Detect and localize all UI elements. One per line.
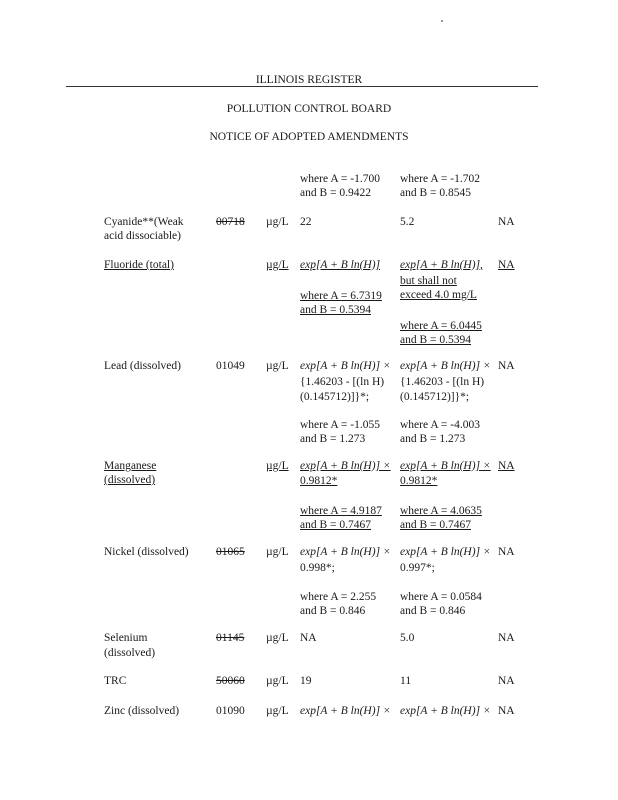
nickel-where1-line1: where A = 2.255 (300, 591, 377, 603)
manganese-name-line2: (dissolved) (104, 474, 156, 486)
zinc-name: Zinc (dissolved) (104, 705, 180, 717)
nickel-value-2-line1: exp[A + B ln(H)] × (400, 546, 491, 558)
fluoride-value-1: exp[A + B ln(H)] (300, 259, 381, 271)
fluoride-name: Fluoride (total) (104, 259, 174, 271)
cyanide-value-1: 22 (300, 216, 312, 228)
selenium-value-2: 5.0 (400, 632, 415, 644)
top-where-col1-line2: and B = 0.9422 (300, 187, 372, 199)
lead-code: 01049 (216, 360, 245, 372)
manganese-value-2-line2: 0.9812* (400, 475, 438, 487)
selenium-unit: µg/L (266, 632, 289, 644)
fluoride-value-3: NA (498, 259, 515, 271)
fluoride-where1-line1: where A = 6.7319 (300, 290, 382, 302)
manganese-where1-line1: where A = 4.9187 (300, 505, 382, 517)
fluoride-where1-line2: and B = 0.5394 (300, 304, 372, 316)
lead-value-2-line1: exp[A + B ln(H)] × (400, 360, 491, 372)
trc-value-3: NA (498, 675, 515, 687)
selenium-name-line1: Selenium (104, 632, 148, 644)
cyanide-name-line1: Cyanide**(Weak (104, 216, 184, 228)
fluoride-value-2-line1: exp[A + B ln(H)], (400, 259, 483, 271)
manganese-value-3: NA (498, 460, 515, 472)
fluoride-where2-line2: and B = 0.5394 (400, 334, 472, 346)
trc-value-2: 11 (400, 675, 412, 687)
nickel-value-1-line2: 0.998*; (300, 562, 335, 574)
top-where-col2-line2: and B = 0.8545 (400, 187, 472, 199)
lead-value-1-line2: {1.46203 - [(ln H) (300, 376, 385, 388)
cyanide-value-3: NA (498, 216, 515, 228)
lead-name: Lead (dissolved) (104, 360, 181, 372)
cyanide-code: 00718 (216, 216, 245, 228)
trc-code: 50060 (216, 675, 245, 687)
manganese-value-2-line1: exp[A + B ln(H)] × (400, 460, 491, 472)
header-rule (66, 86, 538, 87)
selenium-code: 01145 (216, 632, 245, 644)
cyanide-unit: µg/L (266, 216, 289, 228)
top-where-col2-line1: where A = -1.702 (400, 173, 480, 185)
zinc-code: 01090 (216, 705, 245, 717)
selenium-value-1: NA (300, 632, 317, 644)
nickel-value-3: NA (498, 546, 515, 558)
lead-where2-line2: and B = 1.273 (400, 433, 466, 445)
zinc-unit: µg/L (266, 705, 289, 717)
selenium-name-line2: (dissolved) (104, 647, 156, 659)
fluoride-where2-line1: where A = 6.0445 (400, 320, 482, 332)
nickel-value-2-line2: 0.997*; (400, 562, 435, 574)
cyanide-name-line2: acid dissociable) (104, 230, 181, 242)
manganese-where1-line2: and B = 0.7467 (300, 519, 372, 531)
zinc-value-1: exp[A + B ln(H)] × (300, 705, 391, 717)
trc-value-1: 19 (300, 675, 312, 687)
lead-where2-line1: where A = -4.003 (400, 419, 480, 431)
manganese-unit: µg/L (266, 460, 289, 472)
manganese-value-1-line1: exp[A + B ln(H)] × (300, 460, 391, 472)
nickel-where2-line1: where A = 0.0584 (400, 591, 482, 603)
register-title: ILLINOIS REGISTER (255, 74, 363, 86)
manganese-name-line1: Manganese (104, 460, 157, 472)
notice-title: NOTICE OF ADOPTED AMENDMENTS (209, 131, 409, 143)
zinc-value-2: exp[A + B ln(H)] × (400, 705, 491, 717)
manganese-where2-line1: where A = 4.0635 (400, 505, 482, 517)
selenium-value-3: NA (498, 632, 515, 644)
lead-where1-line1: where A = -1.055 (300, 419, 380, 431)
trc-unit: µg/L (266, 675, 289, 687)
lead-value-2-line2: {1.46203 - [(ln H) (400, 376, 485, 388)
manganese-where2-line2: and B = 0.7467 (400, 519, 472, 531)
top-where-col1-line1: where A = -1.700 (300, 173, 380, 185)
lead-value-1-line1: exp[A + B ln(H)] × (300, 360, 391, 372)
lead-where1-line2: and B = 1.273 (300, 433, 366, 445)
nickel-code: 01065 (216, 546, 245, 558)
lead-value-3: NA (498, 360, 515, 372)
lead-value-1-line3: (0.145712)]}*; (300, 391, 370, 403)
manganese-value-1-line2: 0.9812* (300, 475, 338, 487)
trc-name: TRC (104, 675, 127, 687)
nickel-value-1-line1: exp[A + B ln(H)] × (300, 546, 391, 558)
zinc-value-3: NA (498, 705, 515, 717)
nickel-name: Nickel (dissolved) (104, 546, 189, 558)
nickel-where2-line2: and B = 0.846 (400, 605, 466, 617)
board-title: POLLUTION CONTROL BOARD (226, 103, 392, 115)
fluoride-value-2-line2: but shall not (400, 275, 457, 287)
scan-speck (441, 20, 443, 22)
fluoride-value-2-line3: exceed 4.0 mg/L (400, 289, 477, 301)
nickel-unit: µg/L (266, 546, 289, 558)
lead-value-2-line3: (0.145712)]}*; (400, 391, 470, 403)
fluoride-unit: µg/L (266, 259, 289, 271)
nickel-where1-line2: and B = 0.846 (300, 605, 366, 617)
lead-unit: µg/L (266, 360, 289, 372)
cyanide-value-2: 5.2 (400, 216, 415, 228)
